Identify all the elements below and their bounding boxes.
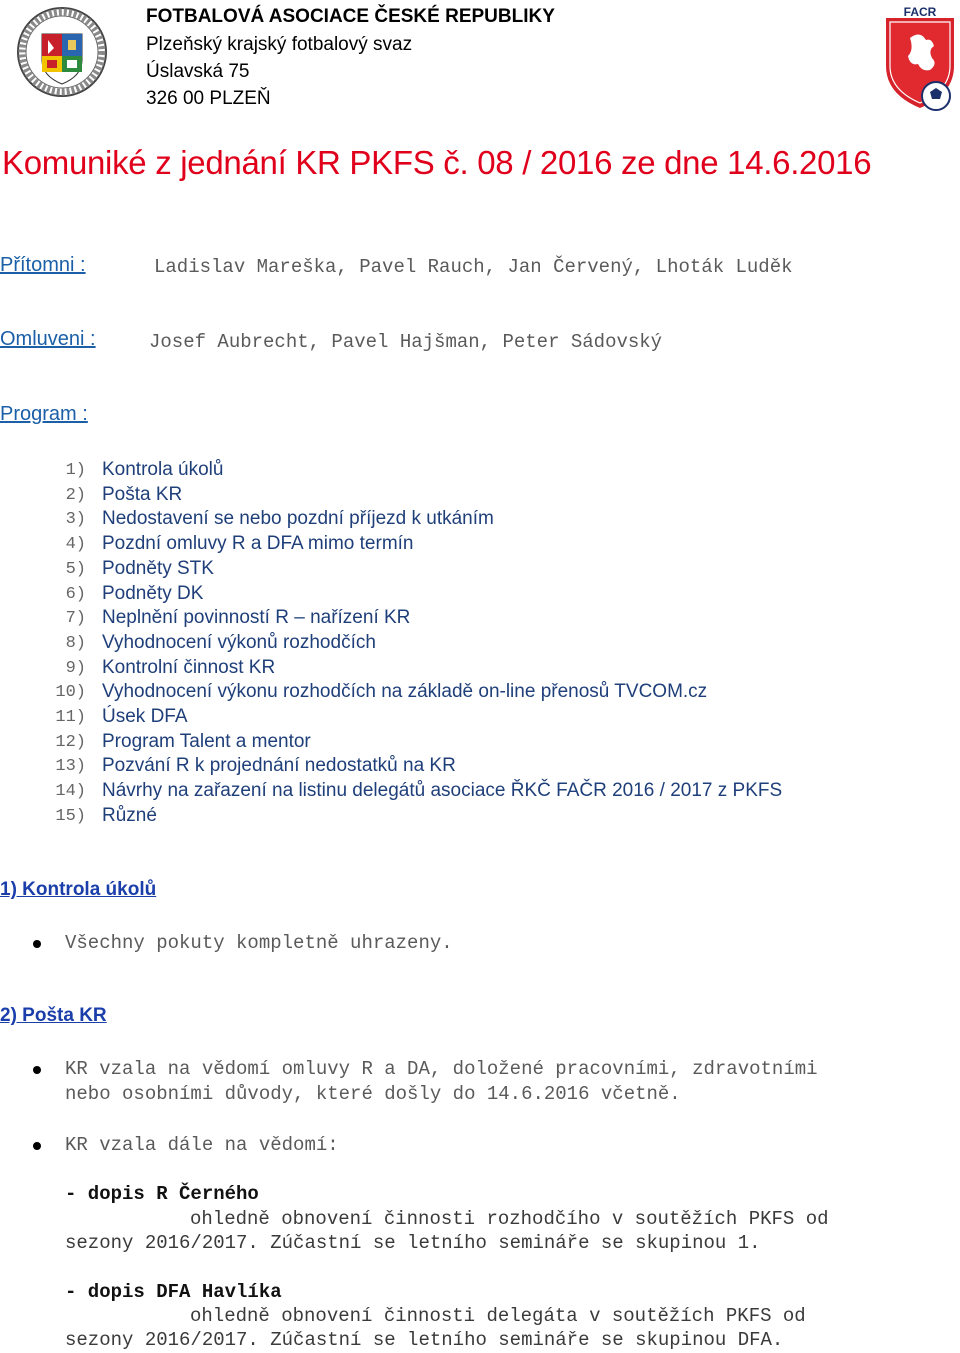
list-item-text: Různé: [102, 804, 157, 826]
section2-bullet2: KR vzala dále na vědomí:: [65, 1134, 339, 1156]
list-item-number: 8): [65, 633, 86, 653]
program-list: [0, 459, 960, 831]
list-item-number: 3): [65, 510, 86, 530]
list-item-text: Návrhy na zařazení na listinu delegátů asociace ŘKČ FAČR 2016 / 2017 z PKFS: [102, 780, 783, 802]
excused-names: Josef Aubrecht, Pavel Hajšman, Peter Sádovský: [149, 331, 663, 353]
section-heading-mail: 2) Pošta KR: [0, 1005, 107, 1026]
list-item-text: Vyhodnocení výkonů rozhodčích: [102, 631, 376, 653]
list-item-number: 10): [55, 683, 86, 703]
list-item-text: Kontrolní činnost KR: [102, 656, 276, 678]
section-heading-tasks: 1) Kontrola úkolů: [0, 879, 157, 900]
address-city: 326 00 PLZEŇ: [146, 88, 271, 109]
list-item-text: Pozdní omluvy R a DFA mimo termín: [102, 533, 414, 555]
list-item-text: Nedostavení se nebo pozdní příjezd k utkáním: [102, 508, 494, 530]
list-item-text: Pozvání R k projednání nedostatků na KR: [102, 755, 456, 777]
list-item-text: Kontrola úkolů: [102, 459, 224, 480]
list-item-number: 9): [65, 658, 86, 678]
program-label: Program :: [0, 403, 88, 425]
facr-logo-text: FACR: [903, 5, 937, 19]
present-label: Přítomni :: [0, 254, 86, 276]
page-title: Komuniké z jednání KR PKFS č. 08 / 2016 ze dne 14.6.2016: [2, 144, 872, 181]
org-name: FOTBALOVÁ ASOCIACE ČESKÉ REPUBLIKY: [146, 6, 555, 27]
list-item-number: 14): [55, 782, 86, 802]
list-item-text: Podněty STK: [102, 557, 214, 579]
list-item-text: Vyhodnocení výkonu rozhodčích na základě on-line přenosů TVCOM.cz: [102, 681, 708, 703]
list-item-text: Pošta KR: [102, 483, 183, 505]
section2-bullet1-line1: KR vzala na vědomí omluvy R a DA, doložené pracovními, zdravotními: [65, 1058, 818, 1080]
list-item-text: Neplnění povinností R – nařízení KR: [102, 607, 411, 629]
address-street: Úslavská 75: [146, 61, 250, 82]
facr-logo: [882, 4, 958, 116]
section1-bullet-text: Všechny pokuty kompletně uhrazeny.: [65, 932, 453, 954]
list-item-text: Úsek DFA: [102, 706, 188, 727]
list-item-number: 1): [65, 461, 86, 480]
list-item-number: 13): [55, 757, 86, 777]
letter2-title: - dopis DFA Havlíka: [65, 1281, 282, 1303]
letter1-line1: ohledně obnovení činnosti rozhodčího v soutěžích PKFS od: [190, 1208, 829, 1230]
pkfs-emblem: [16, 6, 108, 98]
list-item-number: 5): [65, 559, 86, 579]
list-item-number: 12): [55, 732, 86, 752]
bullet-icon: [33, 940, 41, 948]
excused-label: Omluveni :: [0, 328, 96, 350]
list-item-number: 7): [65, 609, 86, 629]
list-item-number: 4): [65, 535, 86, 555]
letter1-line2: sezony 2016/2017. Zúčastní se letního semináře se skupinou 1.: [65, 1232, 761, 1254]
list-item-number: 6): [65, 584, 86, 604]
list-item-text: Program Talent a mentor: [102, 730, 311, 752]
letter1-title: - dopis R Černého: [65, 1183, 259, 1205]
section2-bullet1-line2: nebo osobními důvody, které došly do 14.6.2016 včetně.: [65, 1083, 681, 1105]
bullet-icon: [33, 1142, 41, 1150]
list-item-number: 15): [55, 806, 86, 826]
present-names: Ladislav Mareška, Pavel Rauch, Jan Červený, Lhoták Luděk: [154, 256, 793, 278]
bullet-icon: [33, 1066, 41, 1074]
list-item-number: 2): [65, 485, 86, 505]
letter2-line1: ohledně obnovení činnosti delegáta v soutěžích PKFS od: [190, 1305, 806, 1327]
list-item-number: 11): [55, 708, 86, 727]
union-name: Plzeňský krajský fotbalový svaz: [146, 34, 413, 55]
letter2-line2: sezony 2016/2017. Zúčastní se letního semináře se skupinou DFA.: [65, 1329, 784, 1351]
list-item-text: Podněty DK: [102, 582, 204, 604]
